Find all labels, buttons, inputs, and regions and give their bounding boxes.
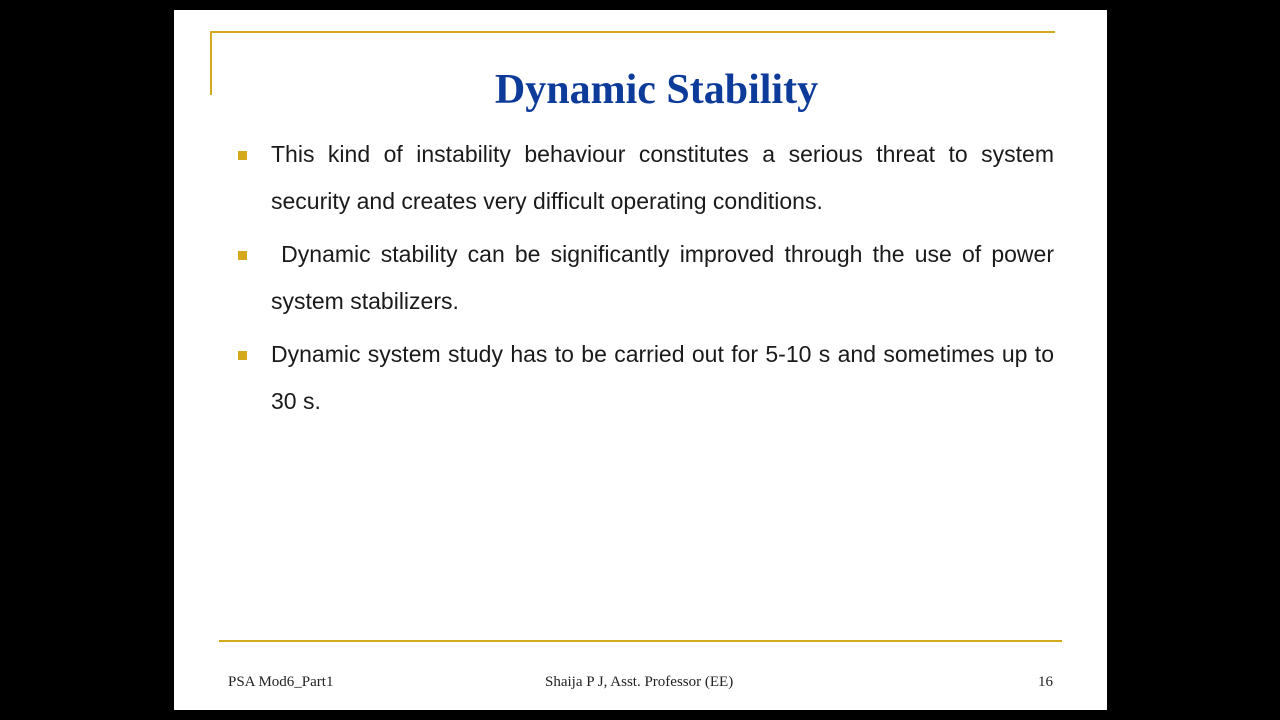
bullet-item <box>234 231 1054 325</box>
footer-author: Shaija P J, Asst. Professor (EE) <box>545 674 734 690</box>
bullet-text: Dynamic stability can be significantly improved through the use of power system stabilizers. <box>271 241 1054 314</box>
footer-divider <box>219 640 1062 642</box>
square-bullet-icon <box>238 351 247 360</box>
bullet-item <box>234 131 1054 225</box>
square-bullet-icon <box>238 151 247 160</box>
footer-course-label: PSA Mod6_Part1 <box>228 674 334 690</box>
square-bullet-icon <box>238 251 247 260</box>
bullet-text: Dynamic system study has to be carried out for 5-10 s and sometimes up to 30 s. <box>271 341 1054 414</box>
page-number: 16 <box>1038 674 1053 690</box>
top-accent-line <box>210 31 1055 33</box>
left-accent-line <box>210 31 212 95</box>
slide-title: Dynamic Stability <box>494 67 819 113</box>
bullet-list <box>234 131 1054 431</box>
bullet-text: This kind of instability behaviour constitutes a serious threat to system security and creates very difficult operating conditions. <box>271 141 1054 214</box>
slide <box>174 10 1107 710</box>
bullet-item <box>234 331 1054 425</box>
